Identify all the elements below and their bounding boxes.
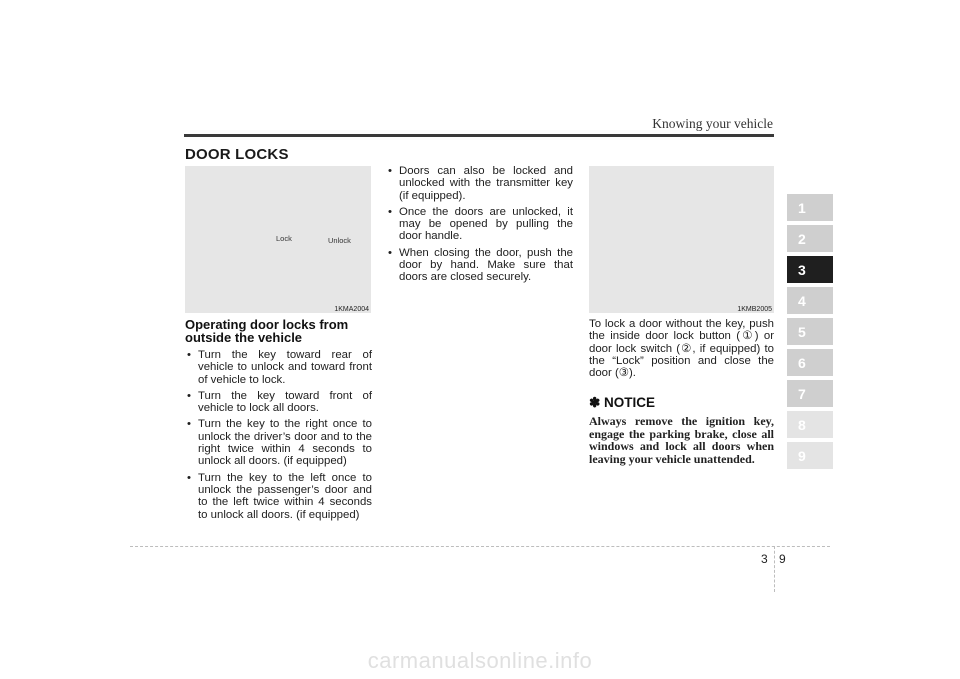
chapter-tab-2[interactable]: 2 [787, 225, 833, 252]
site-watermark: carmanualsonline.info [367, 648, 593, 673]
list-item: • Turn the key toward rear of vehicle to unlock and toward front of vehicle to lock. [187, 349, 372, 386]
middle-column [386, 165, 573, 288]
lock-without-key-paragraph: To lock a door without the key, push the inside door lock button (①) or door lock switch (②, if equipped) to the “Lock” position and close the door (③). [589, 318, 774, 380]
list-item: • Turn the key toward front of vehicle to lock all doors. [187, 389, 372, 415]
chapter-tab-4[interactable]: 4 [787, 287, 833, 314]
chapter-tab-6[interactable]: 6 [787, 349, 833, 376]
chapter-tabs [787, 194, 833, 473]
middle-bullet-list [386, 165, 573, 284]
left-bullet-list [185, 349, 372, 521]
section-title: DOOR LOCKS [185, 146, 289, 163]
list-item: • Turn the key to the right once to unlock the driver’s door and to the right twice within 4 seconds to unlock all doors. (if equipped) [187, 418, 372, 468]
running-header-title: Knowing your vehicle [652, 116, 773, 131]
header-rule [184, 134, 774, 137]
notice-title: ✽ NOTICE [589, 395, 656, 411]
chapter-tab-3[interactable]: 3 [787, 256, 833, 283]
figure-lock-label: Lock [276, 234, 292, 243]
page-number: 9 [779, 552, 786, 566]
figure-code: 1KMA2004 [334, 306, 369, 313]
chapter-tab-7[interactable]: 7 [787, 380, 833, 407]
figure-unlock-label: Unlock [328, 236, 351, 245]
left-column [185, 318, 372, 525]
chapter-tab-1[interactable]: 1 [787, 194, 833, 221]
list-item: • Turn the key to the left once to unlock the passenger’s door and to the left twice within 4 seconds to unlock all doors. (if equipped) [187, 471, 372, 521]
chapter-number: 3 [761, 552, 768, 566]
chapter-tab-5[interactable]: 5 [787, 318, 833, 345]
notice-body: Always remove the ignition key, engage the parking brake, close all windows and lock all doors when leaving your vehicle unattended. [589, 414, 774, 466]
right-column [589, 318, 774, 465]
page-number-separator [774, 546, 775, 592]
subsection-heading: Operating door locks from outside the vehicle [185, 317, 349, 345]
list-item: • Once the doors are unlocked, it may be opened by pulling the door handle. [388, 205, 573, 243]
footer-rule [130, 546, 830, 547]
chapter-tab-9[interactable]: 9 [787, 442, 833, 469]
figure-key-lock-diagram [185, 166, 371, 313]
chapter-tab-8[interactable]: 8 [787, 411, 833, 438]
figure-door-lock-button [589, 166, 774, 313]
list-item: • When closing the door, push the door by hand. Make sure that doors are closed securely. [388, 246, 573, 284]
list-item: • Doors can also be locked and unlocked with the transmitter key (if equipped). [388, 165, 573, 202]
figure-code: 1KMB2005 [737, 306, 772, 313]
